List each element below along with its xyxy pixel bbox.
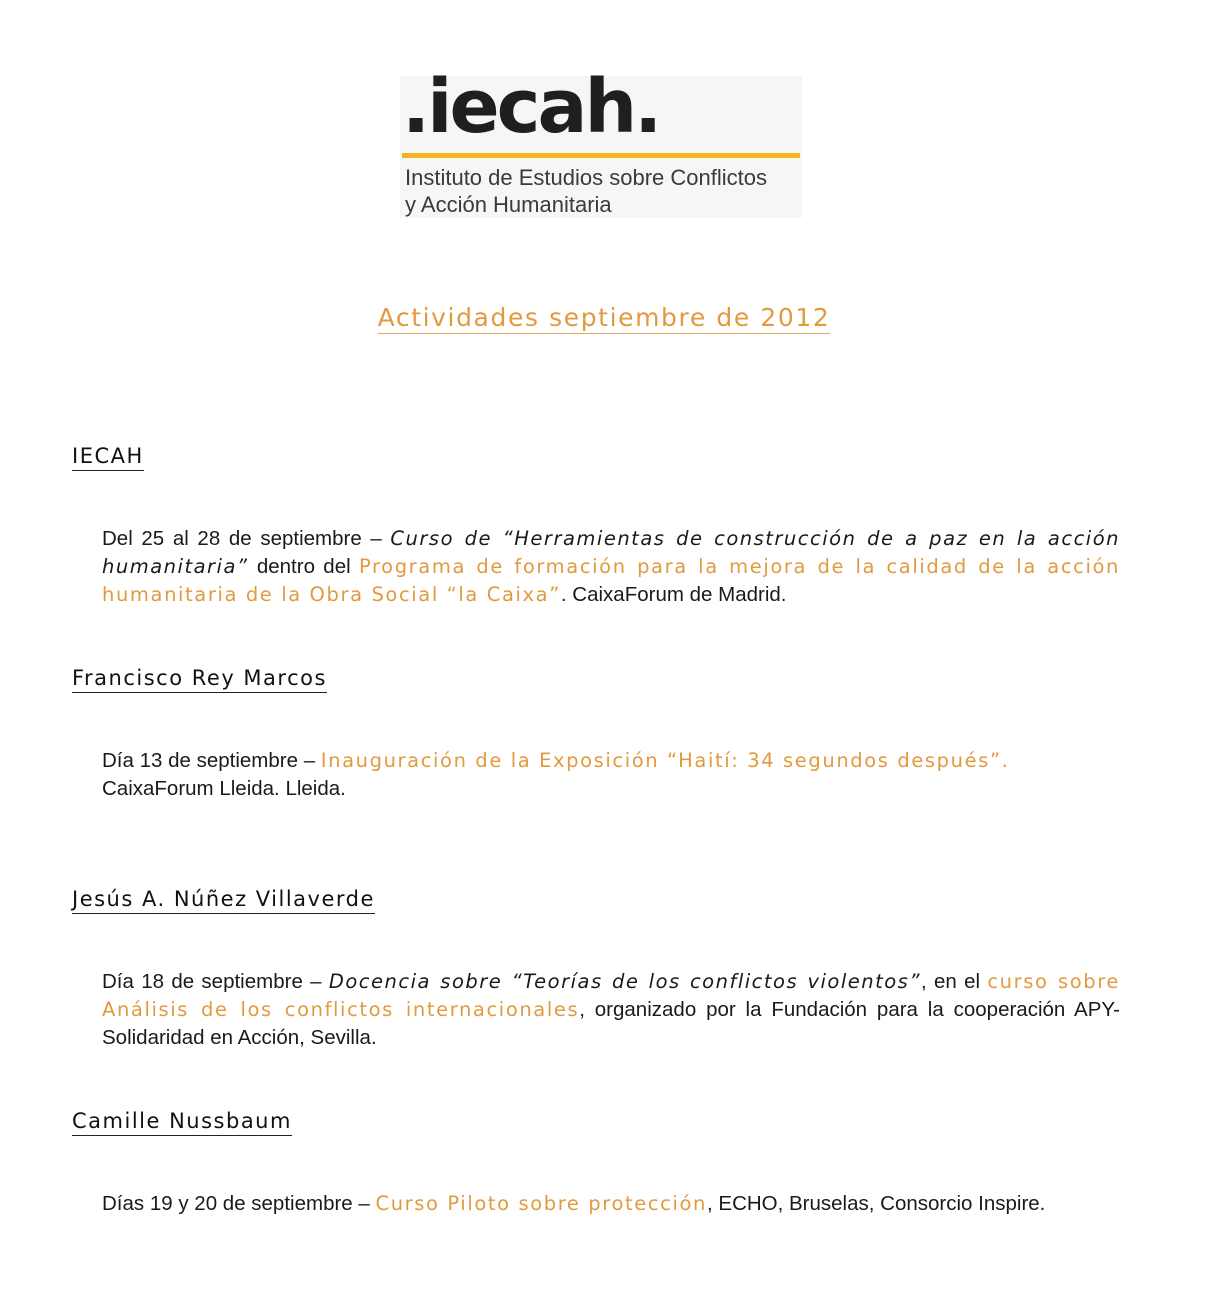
logo-subtitle-line-1: Instituto de Estudios sobre Conflictos — [405, 165, 767, 190]
activity-date: Días 19 y 20 de septiembre – — [102, 1192, 376, 1215]
activity-venue: , ECHO, Bruselas, Consorcio Inspire. — [707, 1192, 1046, 1215]
page-title — [0, 296, 1208, 334]
activity-organizer: , organizado por la Fundación para la cooperación APY-Solidaridad en Acción, Sevilla. — [102, 998, 1120, 1049]
section-heading-jesus-nunez-villaverde[interactable]: Jesús A. Núñez Villaverde — [72, 886, 375, 914]
activity-entry-francisco-rey-marcos — [102, 747, 1120, 803]
iecah-logo — [400, 64, 802, 218]
activity-program-link[interactable]: Programa de formación para la mejora de la calidad de la acción humanitaria de la Obra Social “la Caixa” — [102, 555, 1120, 606]
activity-venue: CaixaForum Lleida. Lleida. — [102, 777, 346, 800]
activity-entry-camille-nussbaum — [102, 1190, 1120, 1218]
activity-exhibition-link[interactable]: Inauguración de la Exposición “Haití: 34 segundos después”. — [320, 749, 1010, 772]
activity-title: Curso de “Herramientas de construcción de a paz en la acción humanitaria” — [102, 527, 1120, 578]
activity-entry-iecah — [102, 525, 1120, 609]
logo-yellow-bar — [402, 153, 800, 158]
activity-venue: . CaixaForum de Madrid. — [560, 583, 787, 606]
activity-course-link[interactable]: Curso Piloto sobre protección — [375, 1192, 707, 1215]
activity-connector: dentro del — [248, 555, 359, 578]
activity-title: Docencia sobre “Teorías de los conflictos violentos” — [328, 970, 921, 993]
section-heading-francisco-rey-marcos[interactable]: Francisco Rey Marcos — [72, 665, 327, 693]
page-title-text[interactable]: Actividades septiembre de 2012 — [377, 303, 831, 332]
activity-date: Día 18 de septiembre – — [102, 970, 329, 993]
activity-entry-jesus-nunez-villaverde — [102, 968, 1120, 1052]
logo-subtitle — [405, 164, 767, 218]
activity-connector: , en el — [920, 970, 988, 993]
activity-date: Día 13 de septiembre – — [102, 749, 321, 772]
logo-subtitle-line-2: y Acción Humanitaria — [405, 192, 612, 217]
logo-wordmark: .iecah. — [402, 64, 660, 150]
section-heading-iecah[interactable]: IECAH — [72, 443, 144, 471]
section-heading-camille-nussbaum[interactable]: Camille Nussbaum — [72, 1108, 292, 1136]
activity-course-link[interactable]: curso sobre Análisis de los conflictos internacionales — [102, 970, 1120, 1021]
activity-date: Del 25 al 28 de septiembre – — [102, 527, 391, 550]
